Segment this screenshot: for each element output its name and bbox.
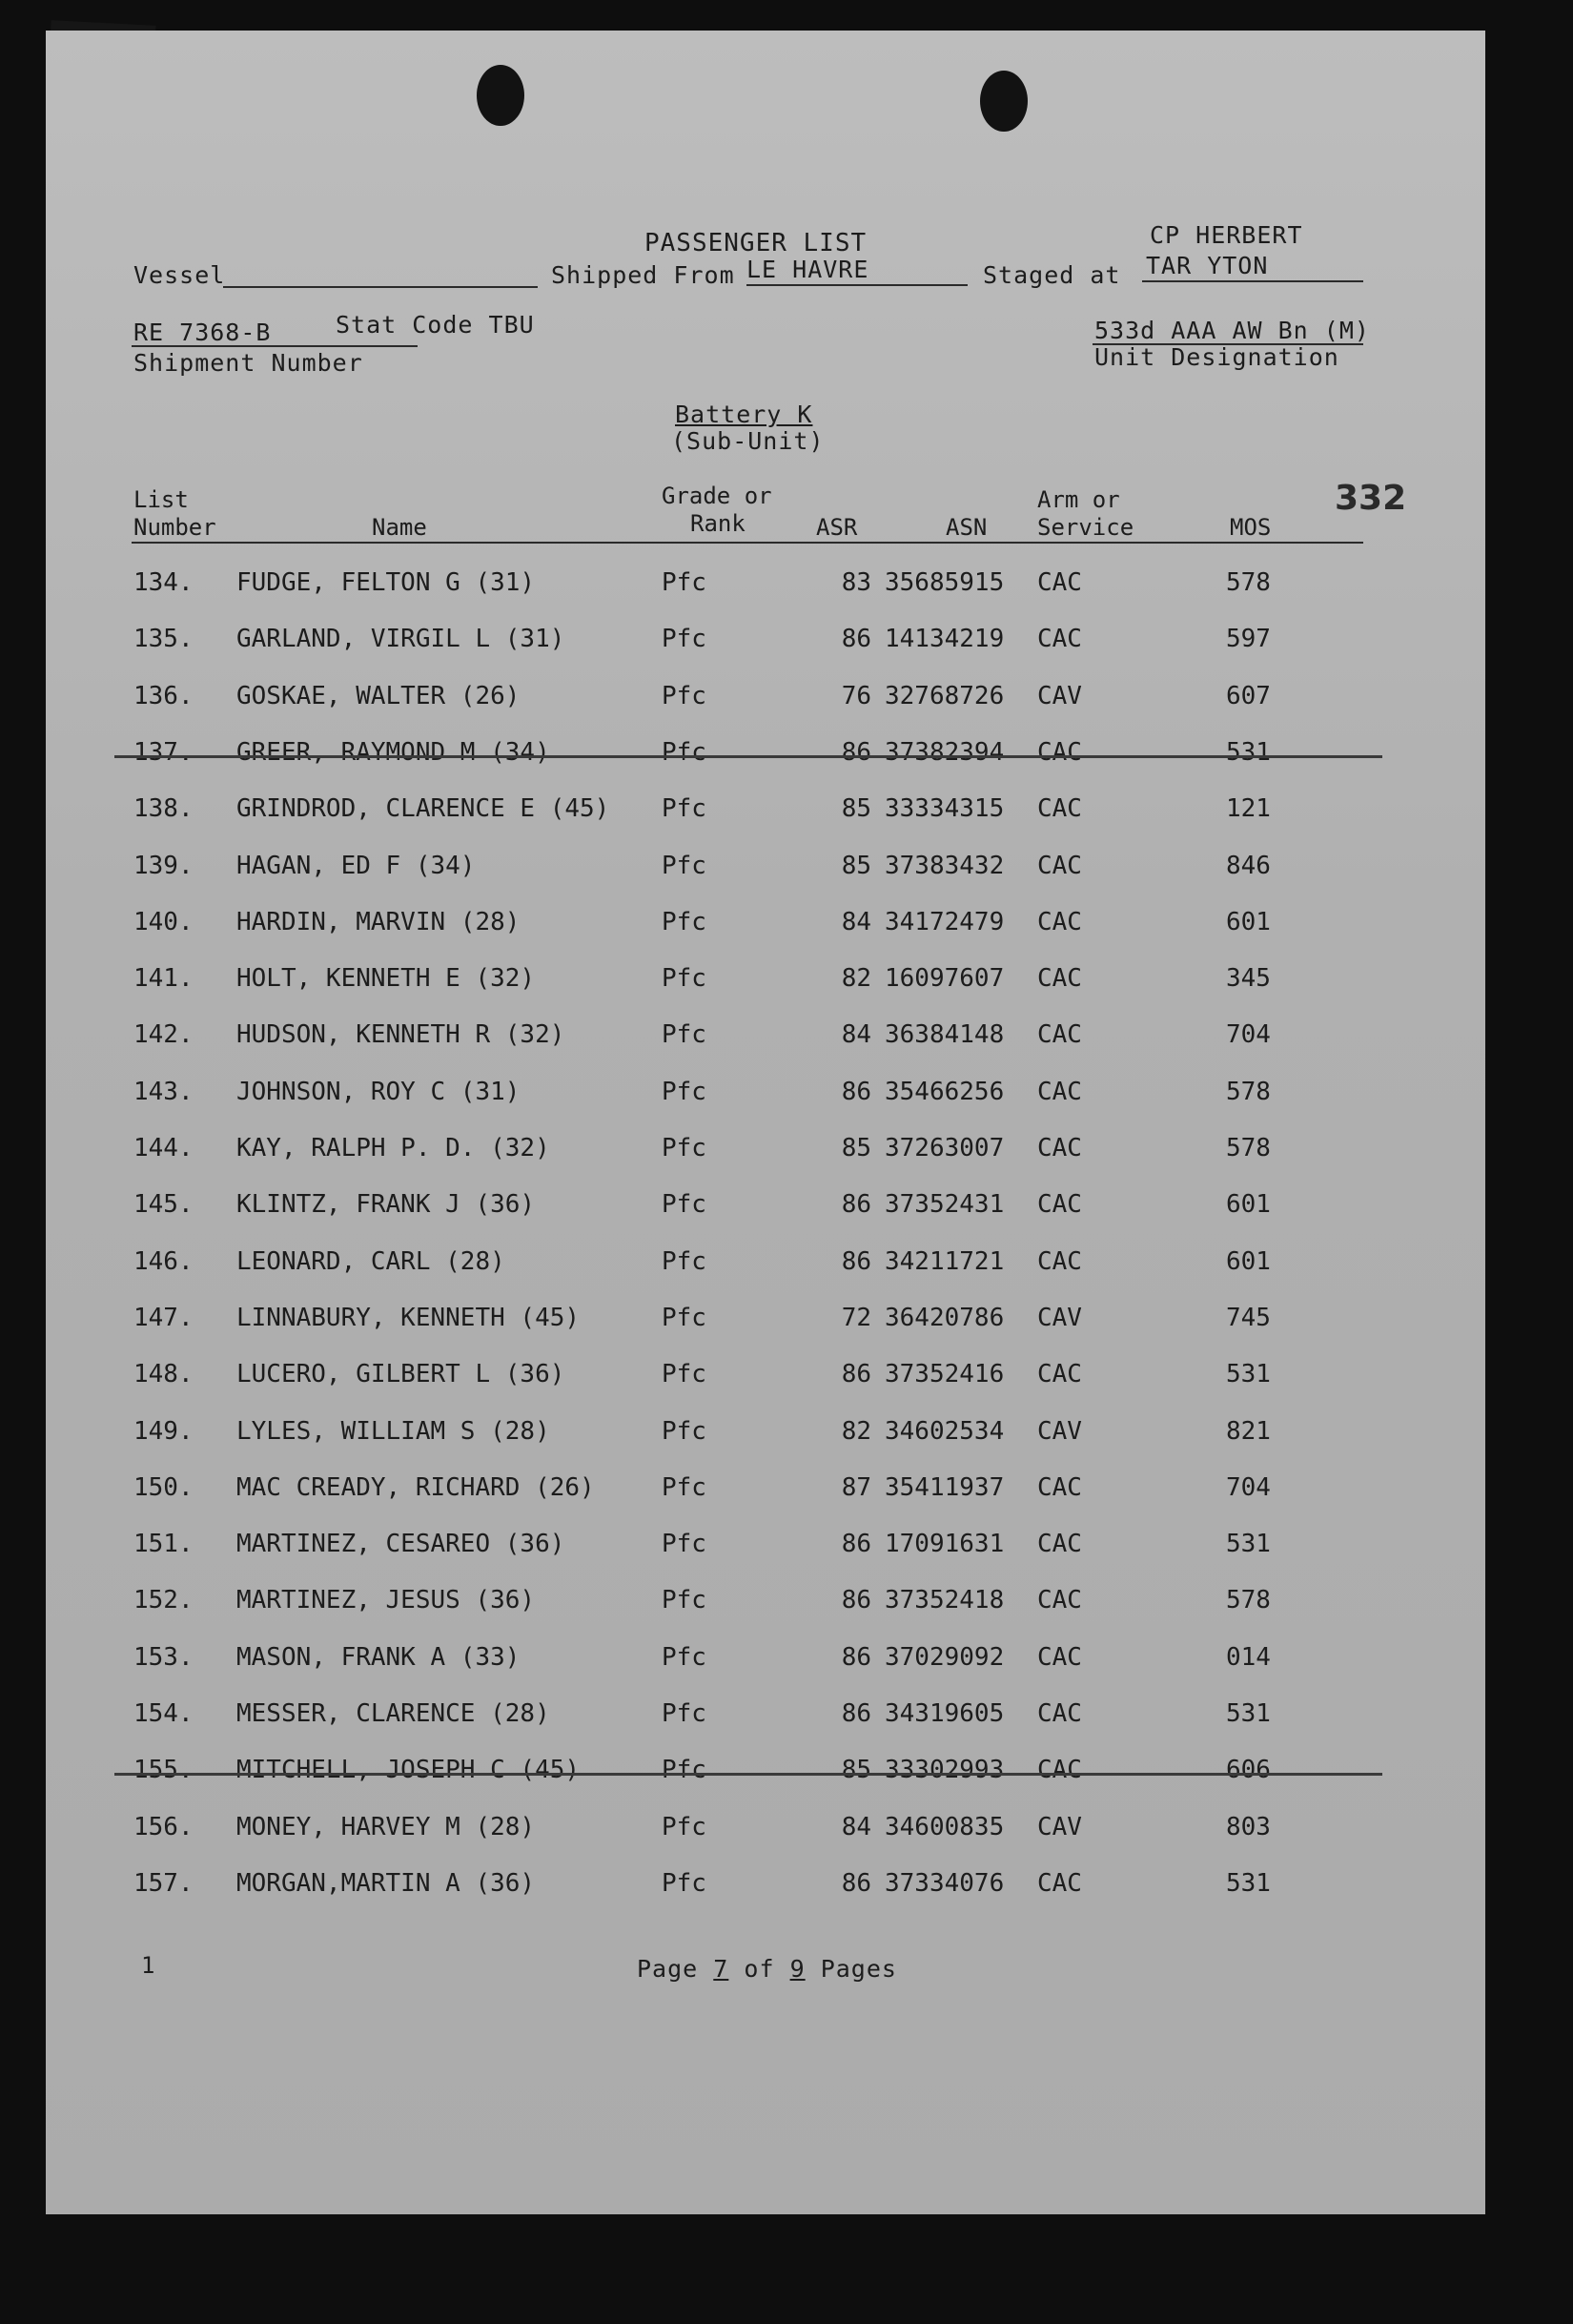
name-cell: LYLES, WILLIAM S (28) [236, 1416, 550, 1446]
arm-cell: CAC [1037, 1134, 1082, 1162]
asn-cell: 36384148 [885, 1020, 1005, 1050]
list-number-cell: 139. [133, 851, 194, 880]
asr-cell: 86 [841, 625, 871, 654]
name-cell: HUDSON, KENNETH R (32) [236, 1020, 565, 1050]
stat-code: Stat Code TBU [336, 311, 535, 339]
asr-cell: 85 [841, 794, 871, 824]
mos-cell: 821 [1226, 1416, 1271, 1446]
asr-cell: 86 [841, 1586, 871, 1615]
arm-cell: CAV [1037, 1303, 1082, 1332]
grade-cell: Pfc [662, 1812, 706, 1841]
arm-cell: CAC [1037, 1642, 1082, 1672]
mos-cell: 704 [1226, 1472, 1271, 1502]
col-head-grade-line2: Rank [690, 510, 746, 537]
asn-cell: 35466256 [885, 1077, 1005, 1106]
asn-cell: 34319605 [885, 1699, 1005, 1728]
mos-cell: 597 [1226, 625, 1271, 654]
list-number-cell: 157. [133, 1868, 194, 1898]
asr-cell: 83 [841, 568, 871, 597]
name-cell: GRINDROD, CLARENCE E (45) [236, 794, 610, 824]
page-word: Page [637, 1955, 699, 1983]
arm-cell: CAV [1037, 1812, 1082, 1841]
table-row [46, 1756, 1485, 1794]
mos-cell: 014 [1226, 1642, 1271, 1672]
asn-cell: 37334076 [885, 1868, 1005, 1898]
name-cell: MAC CREADY, RICHARD (26) [236, 1472, 595, 1502]
col-head-list-number-line2: Number [133, 514, 216, 541]
mos-cell: 121 [1226, 794, 1271, 824]
asn-cell: 32768726 [885, 681, 1005, 710]
col-head-asr: ASR [816, 514, 858, 541]
list-number-cell: 143. [133, 1077, 194, 1106]
list-number-cell: 151. [133, 1530, 194, 1559]
name-cell: GOSKAE, WALTER (26) [236, 681, 521, 710]
page-total: 9 [789, 1955, 806, 1983]
list-number-cell: 153. [133, 1642, 194, 1672]
asn-cell: 34602534 [885, 1416, 1005, 1446]
arm-cell: CAC [1037, 1868, 1082, 1898]
punch-hole [477, 65, 524, 126]
mos-cell: 578 [1226, 568, 1271, 597]
name-cell: KLINTZ, FRANK J (36) [236, 1190, 536, 1220]
arm-cell: CAC [1037, 1472, 1082, 1502]
shipped-from-line [746, 284, 968, 286]
asn-cell: 37352418 [885, 1586, 1005, 1615]
table-row [46, 682, 1485, 720]
asr-cell: 84 [841, 1020, 871, 1050]
sub-unit-value: Battery K [675, 401, 813, 428]
mos-cell: 601 [1226, 1190, 1271, 1220]
table-row [46, 794, 1485, 833]
name-cell: LEONARD, CARL (28) [236, 1246, 505, 1276]
asr-cell: 76 [841, 681, 871, 710]
name-cell: GARLAND, VIRGIL L (31) [236, 625, 565, 654]
grade-cell: Pfc [662, 1360, 706, 1389]
arm-cell: CAV [1037, 681, 1082, 710]
table-row [46, 1020, 1485, 1059]
shipped-from-value: LE HAVRE [746, 256, 869, 283]
grade-cell: Pfc [662, 794, 706, 824]
name-cell: MONEY, HARVEY M (28) [236, 1812, 536, 1841]
col-head-arm-line1: Arm or [1037, 486, 1120, 513]
name-cell: GREER, RAYMOND M (34) [236, 737, 550, 767]
shipment-number-label: Shipment Number [133, 349, 363, 377]
asr-cell: 86 [841, 1642, 871, 1672]
col-head-grade-line1: Grade or [662, 483, 772, 509]
arm-cell: CAC [1037, 851, 1082, 880]
grade-cell: Pfc [662, 1303, 706, 1332]
document-title: PASSENGER LIST [644, 229, 868, 257]
grade-cell: Pfc [662, 1134, 706, 1162]
arm-cell: CAC [1037, 1190, 1082, 1220]
mos-cell: 531 [1226, 1699, 1271, 1728]
list-number-cell: 154. [133, 1699, 194, 1728]
mos-cell: 606 [1226, 1756, 1271, 1785]
mos-cell: 846 [1226, 851, 1271, 880]
arm-cell: CAC [1037, 1530, 1082, 1559]
asn-cell: 33334315 [885, 794, 1005, 824]
asr-cell: 87 [841, 1472, 871, 1502]
arm-cell: CAC [1037, 907, 1082, 936]
list-number-cell: 145. [133, 1190, 194, 1220]
table-row [46, 1813, 1485, 1851]
unit-value: 533d AAA AW Bn (M) [1094, 317, 1370, 344]
name-cell: LINNABURY, KENNETH (45) [236, 1303, 581, 1332]
arm-cell: CAC [1037, 794, 1082, 824]
page-count [637, 1955, 897, 1983]
arm-cell: CAV [1037, 1416, 1082, 1446]
arm-cell: CAC [1037, 1360, 1082, 1389]
asr-cell: 86 [841, 1190, 871, 1220]
grade-cell: Pfc [662, 1190, 706, 1220]
mos-cell: 601 [1226, 1246, 1271, 1276]
list-number-cell: 147. [133, 1303, 194, 1332]
arm-cell: CAC [1037, 1077, 1082, 1106]
grade-cell: Pfc [662, 1246, 706, 1276]
asn-cell: 35411937 [885, 1472, 1005, 1502]
list-number-cell: 146. [133, 1246, 194, 1276]
mos-cell: 578 [1226, 1134, 1271, 1162]
shipment-number-value: RE 7368-B [133, 319, 272, 346]
mos-cell: 531 [1226, 1530, 1271, 1559]
staged-at-line [1142, 280, 1363, 282]
table-row [46, 1417, 1485, 1455]
name-cell: JOHNSON, ROY C (31) [236, 1077, 521, 1106]
arm-cell: CAC [1037, 1699, 1082, 1728]
punch-hole [980, 71, 1028, 132]
table-row [46, 1643, 1485, 1681]
asn-cell: 33302993 [885, 1756, 1005, 1785]
footer-mark: 1 [141, 1952, 156, 1979]
asr-cell: 86 [841, 1077, 871, 1106]
grade-cell: Pfc [662, 1530, 706, 1559]
staged-at-value-line2: TAR YTON [1146, 252, 1269, 279]
grade-cell: Pfc [662, 737, 706, 767]
table-row [46, 1586, 1485, 1624]
arm-cell: CAC [1037, 1586, 1082, 1615]
table-row [46, 964, 1485, 1002]
staged-at-value-line1: CP HERBERT [1150, 221, 1303, 249]
col-head-list-number-line1: List [133, 486, 189, 513]
col-head-arm-line2: Service [1037, 514, 1134, 541]
mos-cell: 531 [1226, 1360, 1271, 1389]
asr-cell: 86 [841, 1360, 871, 1389]
asr-cell: 86 [841, 1699, 871, 1728]
name-cell: HARDIN, MARVIN (28) [236, 907, 521, 936]
asr-cell: 84 [841, 907, 871, 936]
mos-cell: 578 [1226, 1077, 1271, 1106]
col-head-arm [1037, 486, 1134, 542]
table-row [46, 1530, 1485, 1568]
name-cell: HAGAN, ED F (34) [236, 851, 476, 880]
asn-cell: 37352431 [885, 1190, 1005, 1220]
arm-cell: CAC [1037, 1756, 1082, 1785]
staged-at-label: Staged at [983, 261, 1121, 289]
grade-cell: Pfc [662, 1472, 706, 1502]
grade-cell: Pfc [662, 1020, 706, 1050]
table-row [46, 738, 1485, 776]
grade-cell: Pfc [662, 1077, 706, 1106]
table-row [46, 568, 1485, 607]
col-head-grade [662, 483, 772, 538]
arm-cell: CAC [1037, 737, 1082, 767]
col-head-asn: ASN [946, 514, 988, 541]
list-number-cell: 152. [133, 1586, 194, 1615]
name-cell: LUCERO, GILBERT L (36) [236, 1360, 565, 1389]
grade-cell: Pfc [662, 1586, 706, 1615]
shipped-from-label: Shipped From [551, 261, 735, 289]
asn-cell: 14134219 [885, 625, 1005, 654]
asn-cell: 35685915 [885, 568, 1005, 597]
document-page [46, 31, 1485, 2214]
list-number-cell: 140. [133, 907, 194, 936]
mos-cell: 578 [1226, 1586, 1271, 1615]
pages-word: Pages [820, 1955, 897, 1983]
arm-cell: CAC [1037, 1246, 1082, 1276]
asn-cell: 34172479 [885, 907, 1005, 936]
grade-cell: Pfc [662, 568, 706, 597]
table-row [46, 1247, 1485, 1285]
table-row [46, 1699, 1485, 1738]
asn-cell: 37382394 [885, 737, 1005, 767]
list-number-cell: 156. [133, 1812, 194, 1841]
asr-cell: 85 [841, 1756, 871, 1785]
header-rule [132, 542, 1363, 544]
list-number-cell: 138. [133, 794, 194, 824]
mos-cell: 607 [1226, 681, 1271, 710]
col-head-name: Name [372, 514, 427, 541]
arm-cell: CAC [1037, 568, 1082, 597]
mos-cell: 745 [1226, 1303, 1271, 1332]
name-cell: MARTINEZ, CESAREO (36) [236, 1530, 565, 1559]
asn-cell: 34211721 [885, 1246, 1005, 1276]
name-cell: HOLT, KENNETH E (32) [236, 964, 536, 994]
table-row [46, 1078, 1485, 1116]
of-word: of [744, 1955, 775, 1983]
table-row [46, 1134, 1485, 1172]
table-row [46, 852, 1485, 890]
asr-cell: 82 [841, 964, 871, 994]
asn-cell: 16097607 [885, 964, 1005, 994]
shipment-number-line [132, 345, 418, 347]
asr-cell: 85 [841, 851, 871, 880]
mos-cell: 704 [1226, 1020, 1271, 1050]
asr-cell: 86 [841, 1246, 871, 1276]
vessel-line [223, 286, 538, 288]
col-head-mos: MOS [1230, 514, 1272, 541]
page-stamp-number: 332 [1335, 479, 1407, 518]
list-number-cell: 137. [133, 737, 194, 767]
mos-cell: 531 [1226, 737, 1271, 767]
list-number-cell: 155. [133, 1756, 194, 1785]
grade-cell: Pfc [662, 1699, 706, 1728]
list-number-cell: 141. [133, 964, 194, 994]
asr-cell: 86 [841, 737, 871, 767]
arm-cell: CAC [1037, 625, 1082, 654]
table-row [46, 1869, 1485, 1907]
asr-cell: 72 [841, 1303, 871, 1332]
list-number-cell: 135. [133, 625, 194, 654]
asr-cell: 86 [841, 1530, 871, 1559]
grade-cell: Pfc [662, 1642, 706, 1672]
asn-cell: 37029092 [885, 1642, 1005, 1672]
arm-cell: CAC [1037, 964, 1082, 994]
asr-cell: 85 [841, 1134, 871, 1162]
mos-cell: 345 [1226, 964, 1271, 994]
name-cell: MORGAN,MARTIN A (36) [236, 1868, 536, 1898]
unit-label: Unit Designation [1094, 343, 1339, 371]
arm-cell: CAC [1037, 1020, 1082, 1050]
table-row [46, 1473, 1485, 1512]
name-cell: MASON, FRANK A (33) [236, 1642, 521, 1672]
table-row [46, 908, 1485, 946]
name-cell: FUDGE, FELTON G (31) [236, 568, 536, 597]
name-cell: MARTINEZ, JESUS (36) [236, 1586, 536, 1615]
grade-cell: Pfc [662, 964, 706, 994]
sub-unit-label: (Sub-Unit) [671, 427, 825, 455]
strike-through-line [114, 755, 1382, 758]
asr-cell: 84 [841, 1812, 871, 1841]
list-number-cell: 142. [133, 1020, 194, 1050]
grade-cell: Pfc [662, 1868, 706, 1898]
list-number-cell: 149. [133, 1416, 194, 1446]
strike-through-line [114, 1773, 1382, 1776]
grade-cell: Pfc [662, 1756, 706, 1785]
col-head-list-number [133, 486, 216, 542]
vessel-label: Vessel [133, 261, 226, 289]
asn-cell: 34600835 [885, 1812, 1005, 1841]
page-current: 7 [713, 1955, 729, 1983]
mos-cell: 601 [1226, 907, 1271, 936]
asn-cell: 37263007 [885, 1134, 1005, 1162]
grade-cell: Pfc [662, 851, 706, 880]
table-row [46, 1304, 1485, 1342]
list-number-cell: 136. [133, 681, 194, 710]
table-row [46, 1360, 1485, 1398]
asn-cell: 37352416 [885, 1360, 1005, 1389]
table-row [46, 625, 1485, 663]
grade-cell: Pfc [662, 1416, 706, 1446]
list-number-cell: 148. [133, 1360, 194, 1389]
asr-cell: 86 [841, 1868, 871, 1898]
name-cell: MITCHELL, JOSEPH C (45) [236, 1756, 581, 1785]
list-number-cell: 134. [133, 568, 194, 597]
name-cell: KAY, RALPH P. D. (32) [236, 1134, 550, 1162]
name-cell: MESSER, CLARENCE (28) [236, 1699, 550, 1728]
grade-cell: Pfc [662, 681, 706, 710]
mos-cell: 803 [1226, 1812, 1271, 1841]
list-number-cell: 144. [133, 1134, 194, 1162]
asn-cell: 36420786 [885, 1303, 1005, 1332]
list-number-cell: 150. [133, 1472, 194, 1502]
mos-cell: 531 [1226, 1868, 1271, 1898]
asr-cell: 82 [841, 1416, 871, 1446]
grade-cell: Pfc [662, 625, 706, 654]
asn-cell: 37383432 [885, 851, 1005, 880]
table-row [46, 1190, 1485, 1228]
grade-cell: Pfc [662, 907, 706, 936]
asn-cell: 17091631 [885, 1530, 1005, 1559]
